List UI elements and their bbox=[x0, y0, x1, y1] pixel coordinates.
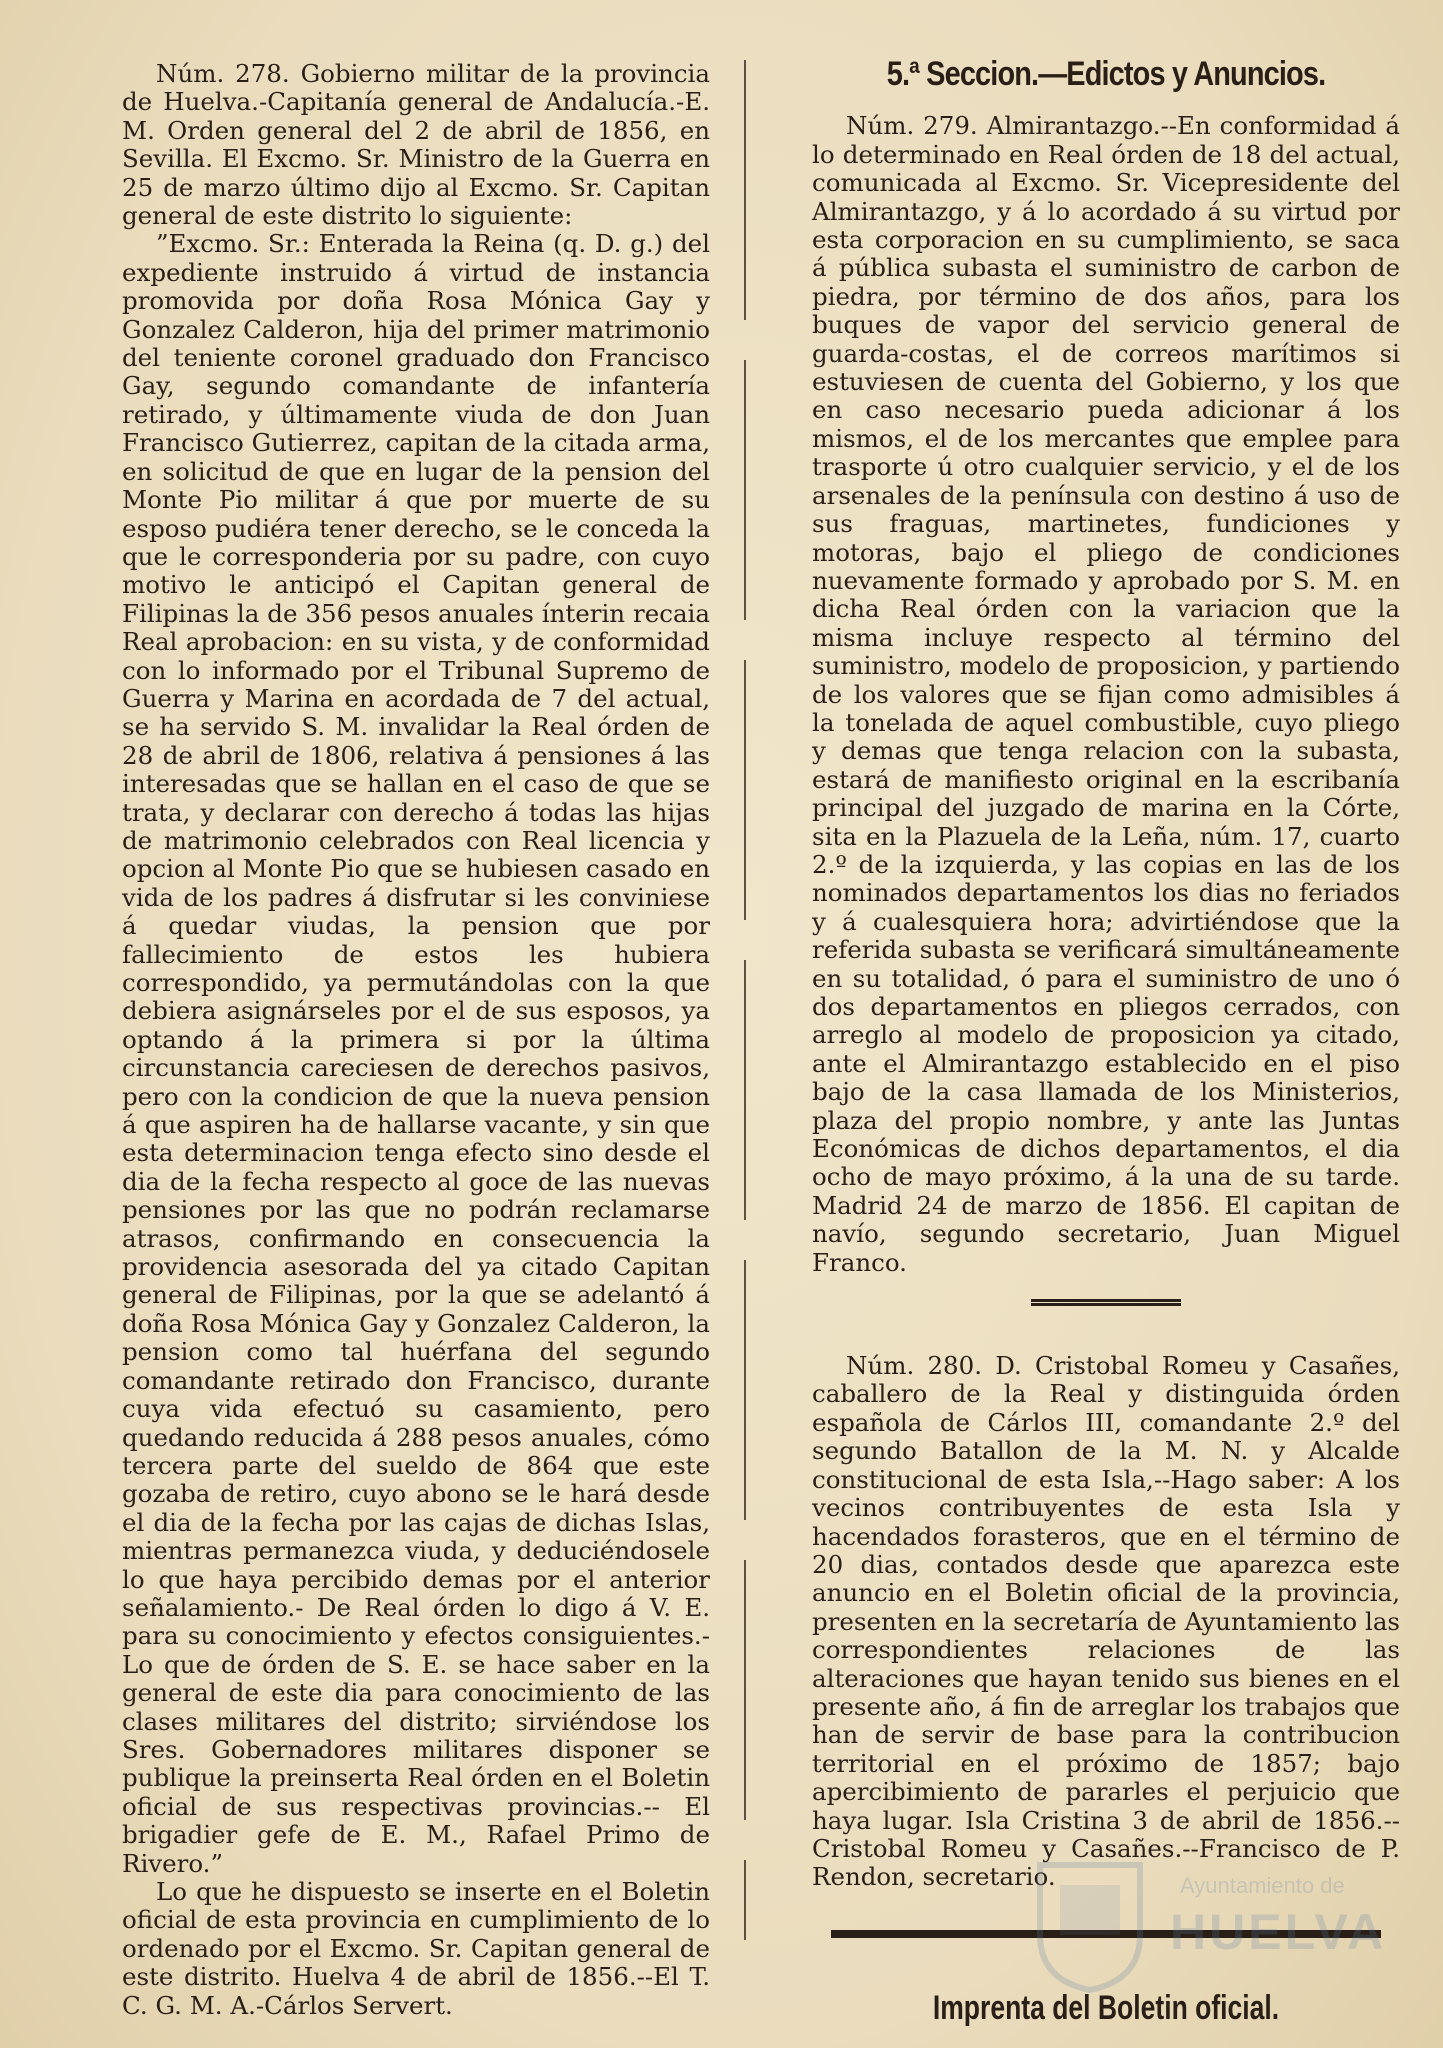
notice-280: Núm. 280. D. Cristobal Romeu y Casañes, caballero de la Real y distinguida órden española de Cárlos III, comandante 2.º del segundo Batallon de la M. N. y Alcalde constitucional de esta Isla,--Hago saber: A los vecinos contribuyentes de esta Isla y hacendados forasteros, que en el término de 20 dias, contados desde que aparezca este anuncio en el Boletin oficial de la provincia, presenten en la secretaría de Ayuntamiento las correspondientes relaciones de las alteraciones que hayan tenido sus bienes en el presente año, á fin de arreglar los trabajos que han de servir de base para la contribucion territorial en el próximo de 1857; bajo apercibimiento de pararles el perjuicio que haya lugar. Isla Cristina 3 de abril de 1856.--Cristobal Romeu y Casañes.--Francisco de P. Rendon, secretario. bbox=[812, 1351, 1400, 1892]
shield-icon bbox=[1030, 1855, 1150, 1995]
right-column bbox=[812, 55, 1400, 2027]
watermark-line2: HUELVA bbox=[1170, 1904, 1387, 1960]
watermark-line1: Ayuntamiento de bbox=[1180, 1873, 1345, 1898]
notice-278-closing: Lo que he dispuesto se inserte en el Boletin oficial de esta provincia en cumplimiento de lo ordenado por el Excmo. Sr. Capitan general de este distrito. Huelva 4 de abril de 1856.--El T. C. G. M. A.-Cárlos Servert. bbox=[122, 1877, 710, 2020]
notice-279: Núm. 279. Almirantazgo.--En conformidad á lo determinado en Real órden de 18 del actual, comunicada al Excmo. Sr. Vicepresidente del Almirantazgo, y á lo acordado á su virtud por esta corporacion en su cumplimiento, se saca á pública subasta el suministro de carbon de piedra, por término de dos años, para los buques de vapor del servicio general de guarda-costas, el de correos marítimos si estuviesen de cuenta del Gobierno, y los que en caso necesario pueda adicionar á los mismos, el de los mercantes que emplee para trasporte ú otro cualquier servicio, y el de los arsenales de la península con destino á uso de sus fraguas, martinetes, fundiciones y motoras, bajo el pliego de condiciones nuevamente formado y aprobado por S. M. en dicha Real órden con la variacion que la misma incluye respecto al término del suministro, modelo de proposicion, y partiendo de los valores que se fijan como admisibles á la tonelada de aquel combustible, cuyo pliego y demas que tenga relacion con la subasta, estará de manifiesto original en la escribanía principal del juzgado de marina en la Córte, sita en la Plazuela de la Leña, núm. 17, cuarto 2.º de la izquierda, y las copias en las de los nominados departamentos los dias no feriados y á cualesquiera hora; advirtiéndose que la referida subasta se verificará simultáneamente en su totalidad, ó para el suministro de uno ó dos departamentos en pliegos cerrados, con arreglo al modelo de proposicion ya citado, ante el Almirantazgo establecido en el piso bajo de la casa llamada de los Ministerios, plaza del propio nombre, y ante las Juntas Económicas de dichos departamentos, el dia ocho de mayo próximo, á la una de su tarde. Madrid 24 de marzo de 1856. El capitan de navío, segundo secretario, Juan Miguel Franco. bbox=[812, 111, 1400, 1277]
notice-278-heading: Núm. 278. Gobierno militar de la provincia de Huelva.-Capitanía general de Andalucía.-E. M. Orden general del 2 de abril de 1856, en Sevilla. El Excmo. Sr. Ministro de la Guerra en 25 de marzo último dijo al Excmo. Sr. Capitan general de este distrito lo siguiente: bbox=[122, 59, 710, 231]
notice-278-body: ”Excmo. Sr.: Enterada la Reina (q. D. g.) del expediente instruido á virtud de instancia promovida por doña Rosa Mónica Gay y Gonzalez Calderon, hija del primer matrimonio del teniente coronel graduado don Francisco Gay, segundo comandante de infantería retirado, y últimamente viuda de don Juan Francisco Gutierrez, capitan de la citada arma, en solicitud de que en lugar de la pension del Monte Pio militar á que por muerte de su esposo pudiéra tener derecho, se le conceda la que le corresponderia por su padre, con cuyo motivo le anticipó el Capitan general de Filipinas la de 356 pesos anuales ínterin recaia Real aprobacion: en su vista, y de conformidad con lo informado por el Tribunal Supremo de Guerra y Marina en acordada de 7 del actual, se ha servido S. M. invalidar la Real órden de 28 de abril de 1806, relativa á pensiones á las interesadas que se hallan en el caso de que se trata, y declarar con derecho á todas las hijas de matrimonio celebrados con Real licencia y opcion al Monte Pio que se hubiesen casado en vida de los padres á disfrutar si les conviniese á quedar viudas, la pension que por fallecimiento de estos les hubiera correspondido, ya permutándolas con la que debiera asignárseles por el de sus esposos, ya optando á la primera si por la última circunstancia careciesen de derechos pasivos, pero con la condicion de que la nueva pension á que aspiren ha de hallarse vacante, y sin que esta determinacion tenga efecto sino desde el dia de la fecha respecto al goce de las nuevas pensiones por las que no podrán reclamarse atrasos, confirmando en consecuencia la providencia asesorada del ya citado Capitan general de Filipinas, por la que se adelantó á doña Rosa Mónica Gay y Gonzalez Calderon, la pension como tal huérfana del segundo comandante retirado don Francisco, durante cuya vida efectuó su casamiento, pero quedando reducida á 288 pesos anuales, cómo tercera parte del sueldo de 864 que este gozaba de retiro, cuyo abono se le hará desde el dia de la fecha por las cajas de dichas Islas, mientras permanezca viuda, y deduciéndosele lo que haya percibido demas por el anterior señalamiento.- De Real órden lo digo á V. E. para su conocimiento y efectos consiguientes.-Lo que de órden de S. E. se hace saber en la general de este dia para conocimiento de las clases militares del distrito; sirviéndose los Sres. Gobernadores militares disponer se publique la preinserta Real órden en el Boletin oficial de sus respectivas provincias.-- El brigadier gefe de E. M., Rafael Primo de Rivero.” bbox=[122, 229, 710, 1878]
short-divider-rule bbox=[1031, 1299, 1181, 1306]
section-title: 5.ª Seccion.—Edictos y Anuncios. bbox=[886, 55, 1326, 93]
left-column bbox=[122, 60, 710, 2020]
column-divider bbox=[744, 60, 746, 1940]
imprint-line: Imprenta del Boletin oficial. bbox=[932, 1988, 1280, 2027]
ayuntamiento-watermark bbox=[1030, 1855, 1390, 1995]
